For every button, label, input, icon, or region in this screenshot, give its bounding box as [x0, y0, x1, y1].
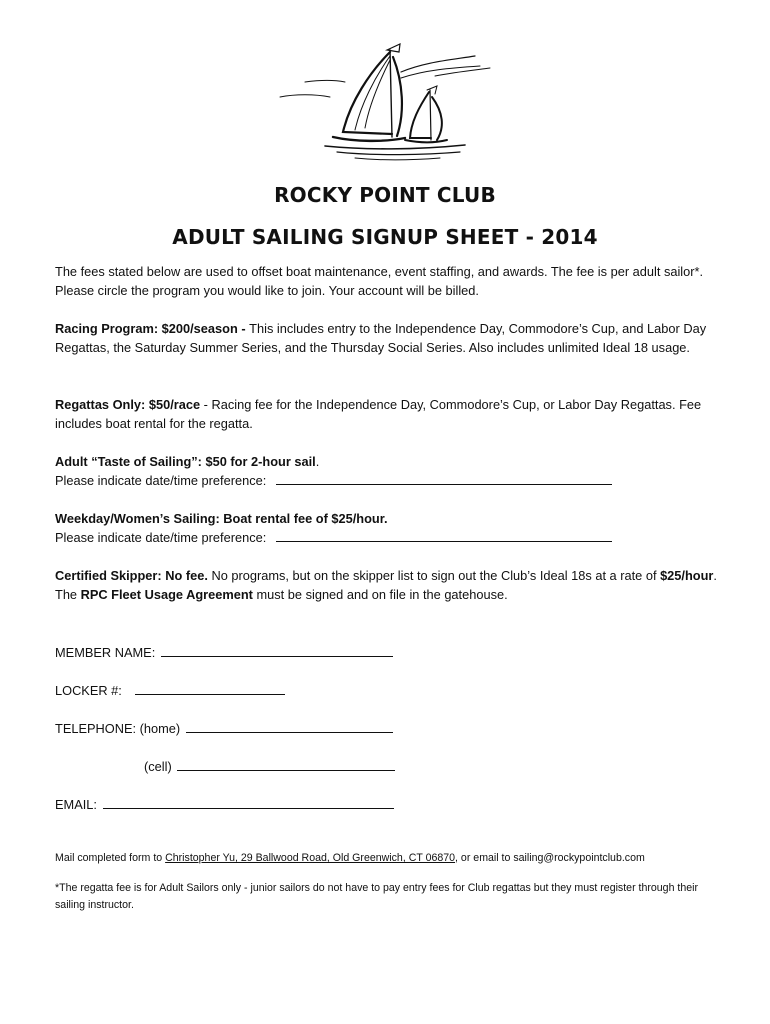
taste-date-prompt: Please indicate date/time preference: [55, 473, 267, 488]
regattas-only [55, 395, 720, 433]
telephone-cell-label: (cell) [144, 759, 172, 774]
taste-date-field[interactable] [276, 471, 612, 485]
weekday-sailing [55, 509, 720, 547]
email-label: EMAIL: [55, 797, 97, 812]
email-field[interactable] [103, 795, 394, 809]
taste-of-sailing: Adult “Taste of Sailing”: $50 for 2-hour sail. Please indicate date/time preference: [55, 452, 720, 490]
racing-program-text: This includes entry to the Independence Day, Commodore’s Cup, and Labor Day Regattas, the Saturday Summer Series, and the Thursday Social Series. Also includes unlimited Ideal 18 usage. [55, 321, 707, 355]
sheet-title: ADULT SAILING SIGNUP SHEET - 2014 [172, 225, 598, 249]
weekday-date-prompt: Please indicate date/time preference: [55, 530, 267, 545]
telephone-cell-row [144, 757, 395, 776]
member-name-field[interactable] [161, 643, 393, 657]
email-row [55, 795, 394, 814]
weekday-date-field[interactable] [276, 528, 612, 542]
regattas-only-text: - Racing fee for the Independence Day, Commodore’s Cup, or Labor Day Regattas. Fee includes boat rental for the regatta. [55, 397, 702, 431]
telephone-home-label: TELEPHONE: (home) [55, 721, 181, 736]
sailboat-logo [275, 42, 500, 167]
racing-program-label: Racing Program: $200/season - [55, 321, 250, 336]
locker-field[interactable] [135, 681, 285, 695]
junior-sailors-note: *The regatta fee is for Adult Sailors only - junior sailors do not have to pay entry fees for Club regattas but they must register through their sailing instructor. [55, 882, 699, 911]
member-name-label: MEMBER NAME: [55, 645, 156, 660]
member-name-row [55, 643, 393, 662]
taste-label: Adult “Taste of Sailing”: $50 for 2-hour sail [55, 454, 316, 469]
weekday-label: Weekday/Women’s Sailing: Boat rental fee of $25/hour. [55, 511, 388, 526]
certified-skipper: Certified Skipper: No fee. No programs, but on the skipper list to sign out the Club’s Ideal 18s at a rate of $25/hour. The RPC Fleet Usage Agreement must be signed and on file in the gatehouse. [55, 568, 717, 602]
mail-instructions: Mail completed form to Christopher Yu, 29 Ballwood Road, Old Greenwich, CT 06870, or email to sailing@rockypointclub.com [55, 852, 645, 864]
racing-program [55, 319, 720, 357]
mail-address: Christopher Yu, 29 Ballwood Road, Old Greenwich, CT 06870 [165, 852, 456, 864]
locker-row [55, 681, 285, 700]
telephone-home-row [55, 719, 393, 738]
fleet-usage-agreement: RPC Fleet Usage Agreement [80, 587, 253, 602]
telephone-home-field[interactable] [186, 719, 393, 733]
regattas-only-label: Regattas Only: $50/race [55, 397, 201, 412]
club-name: ROCKY POINT CLUB [274, 183, 496, 207]
intro-text: The fees stated below are used to offset boat maintenance, event staffing, and awards. The fee is per adult sailor*. Please circle the program you would like to join. Your account will be billed. [55, 264, 704, 298]
skipper-label: Certified Skipper: No fee. [55, 568, 208, 583]
telephone-cell-field[interactable] [177, 757, 395, 771]
locker-label: LOCKER #: [55, 683, 122, 698]
